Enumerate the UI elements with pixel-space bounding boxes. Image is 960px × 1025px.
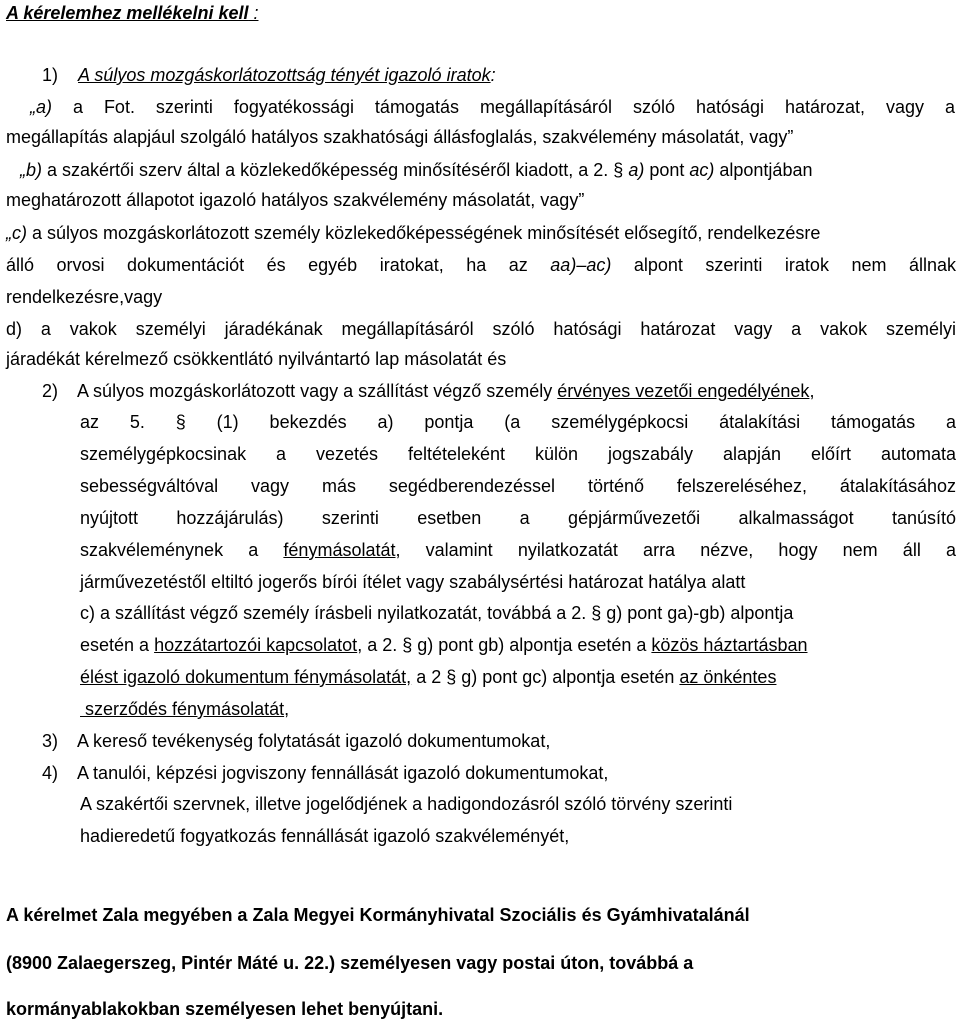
- item-2-text-6: szakvéleménynek a: [80, 540, 284, 560]
- item-2-text-10: a 2 § g) pont gc) alpontja esetén: [411, 667, 680, 687]
- item-2-underlined-6: fénymásolatát,: [283, 540, 401, 560]
- item-2-comma: ,: [809, 381, 815, 401]
- para-c-ref-ac: ac): [586, 255, 612, 275]
- para-c-dash: –: [576, 255, 587, 275]
- para-b-line-1: [20, 159, 812, 181]
- para-b-ref-a: a): [628, 160, 645, 180]
- item-2-underlined-10b: az önkéntes: [679, 667, 777, 687]
- item-2-underlined: érvényes vezetői engedélyének: [557, 381, 810, 401]
- para-c-ref-aa: aa): [550, 255, 577, 275]
- item-2-line-5: nyújtott hozzájárulás) szerinti esetben a gépjárművezetői alkalmasságot tanúsító: [80, 508, 956, 528]
- item-4-line-2: A szakértői szervnek, illetve jogelődjének a hadigondozásról szóló törvény szerinti: [80, 794, 733, 814]
- item-2-text-6b: valamint nyilatkozatát arra nézve, hogy nem áll a: [400, 540, 956, 560]
- item-4-number: 4): [42, 763, 59, 783]
- item-2-text-9b: , a 2. § g) pont gb) alpontja esetén a: [357, 635, 652, 655]
- para-b-marker: „b): [20, 160, 42, 180]
- footer-line-1: A kérelmet Zala megyében a Zala Megyei Kormányhivatal Szociális és Gyámhivatalánál: [6, 905, 750, 925]
- item-3-number: 3): [42, 731, 59, 751]
- para-c-marker: „c): [6, 223, 27, 243]
- para-a-line-1: [30, 96, 955, 118]
- para-c-line-2: [6, 254, 956, 276]
- item-2-underlined-9b: közös háztartásban: [651, 635, 808, 655]
- item-2-underlined-11: szerződés fénymásolatát: [80, 699, 285, 719]
- para-b-line-2: meghatározott állapotot igazoló hatályos szakvélemény másolatát, vagy”: [6, 190, 585, 210]
- heading-colon: :: [248, 3, 259, 23]
- item-2-text: A súlyos mozgáskorlátozott vagy a szállítást végző személy: [77, 381, 558, 401]
- item-2-underlined-10a: élést igazoló dokumentum fénymásolatát,: [80, 667, 412, 687]
- item-2-comma-11: ,: [284, 699, 290, 719]
- item-2-line-1: [42, 380, 814, 402]
- para-c-line-3: rendelkezésre,vagy: [6, 287, 163, 307]
- item-4-text: A tanulói, képzési jogviszony fennállását igazoló dokumentumokat,: [77, 763, 609, 783]
- para-c-line-1: [6, 222, 820, 244]
- item-3-text: A kereső tevékenység folytatását igazoló dokumentumokat,: [77, 731, 551, 751]
- item-2-line-9: [80, 634, 808, 656]
- para-c-text-3: alpont szerinti iratok nem állnak: [611, 255, 957, 275]
- para-d-line-2: járadékát kérelmező csökkentlátó nyilvántartó lap másolatát és: [6, 349, 507, 369]
- para-a-line-2: megállapítás alapjául szolgáló hatályos szakhatósági állásfoglalás, szakvélemény másolatát, vagy”: [6, 127, 794, 147]
- item-2-line-4: sebességváltóval vagy más segédberendezéssel történő felszereléséhez, átalakításához: [80, 476, 956, 496]
- footer-line-2: (8900 Zalaegerszeg, Pintér Máté u. 22.) személyesen vagy postai úton, továbbá a: [6, 953, 694, 973]
- item-1: [42, 64, 496, 86]
- item-1-label: A súlyos mozgáskorlátozottság tényét igazoló iratok: [78, 65, 491, 85]
- item-2-underlined-9a: hozzátartozói kapcsolatot: [154, 635, 358, 655]
- para-b-text-2: pont: [644, 160, 690, 180]
- item-2-line-3: személygépkocsinak a vezetés feltételeként külön jogszabály alapján előírt automata: [80, 444, 956, 464]
- para-a-text-1: a Fot. szerinti fogyatékossági támogatás megállapításáról szóló hatósági határozat, vagy a: [72, 97, 955, 117]
- heading: [6, 2, 258, 24]
- para-b-ref-ac: ac): [689, 160, 715, 180]
- item-2-line-2: az 5. § (1) bekezdés a) pontja (a személygépkocsi átalakítási támogatás a: [80, 412, 956, 432]
- item-1-colon: :: [490, 65, 496, 85]
- item-4-line-3: hadieredetű fogyatkozás fennállását igazoló szakvéleményét,: [80, 826, 570, 846]
- item-2-line-6: [80, 539, 956, 561]
- item-2-line-10: [80, 666, 776, 688]
- heading-title: A kérelemhez mellékelni kell: [6, 3, 249, 23]
- para-c-text: a súlyos mozgáskorlátozott személy közlekedőképességének minősítését elősegítő, rendelkezésre: [27, 223, 821, 243]
- item-1-number: 1): [42, 65, 59, 85]
- para-d-line-1: d) a vakok személyi járadékának megállapításáról szóló hatósági határozat vagy a vakok személyi: [6, 319, 956, 339]
- item-3: [42, 730, 550, 752]
- item-2-line-7: járművezetéstől eltiltó jogerős bírói ítélet vagy szabálysértési határozat hatálya alatt: [80, 572, 746, 592]
- item-2-line-11: [80, 698, 289, 720]
- para-a-marker: „a): [30, 97, 52, 117]
- footer-line-3: kormányablakokban személyesen lehet benyújtani.: [6, 999, 444, 1019]
- para-c-text-2: álló orvosi dokumentációt és egyéb iratokat, ha az: [6, 255, 551, 275]
- item-2-line-8: c) a szállítást végző személy írásbeli nyilatkozatát, továbbá a 2. § g) pont ga)-gb) alpontja: [80, 603, 794, 623]
- item-4: [42, 762, 608, 784]
- item-2-text-9: esetén a: [80, 635, 155, 655]
- para-b-text: a szakértői szerv által a közlekedőképesség minősítéséről kiadott, a 2. §: [42, 160, 629, 180]
- item-2-number: 2): [42, 381, 59, 401]
- para-b-text-3: alpontjában: [714, 160, 813, 180]
